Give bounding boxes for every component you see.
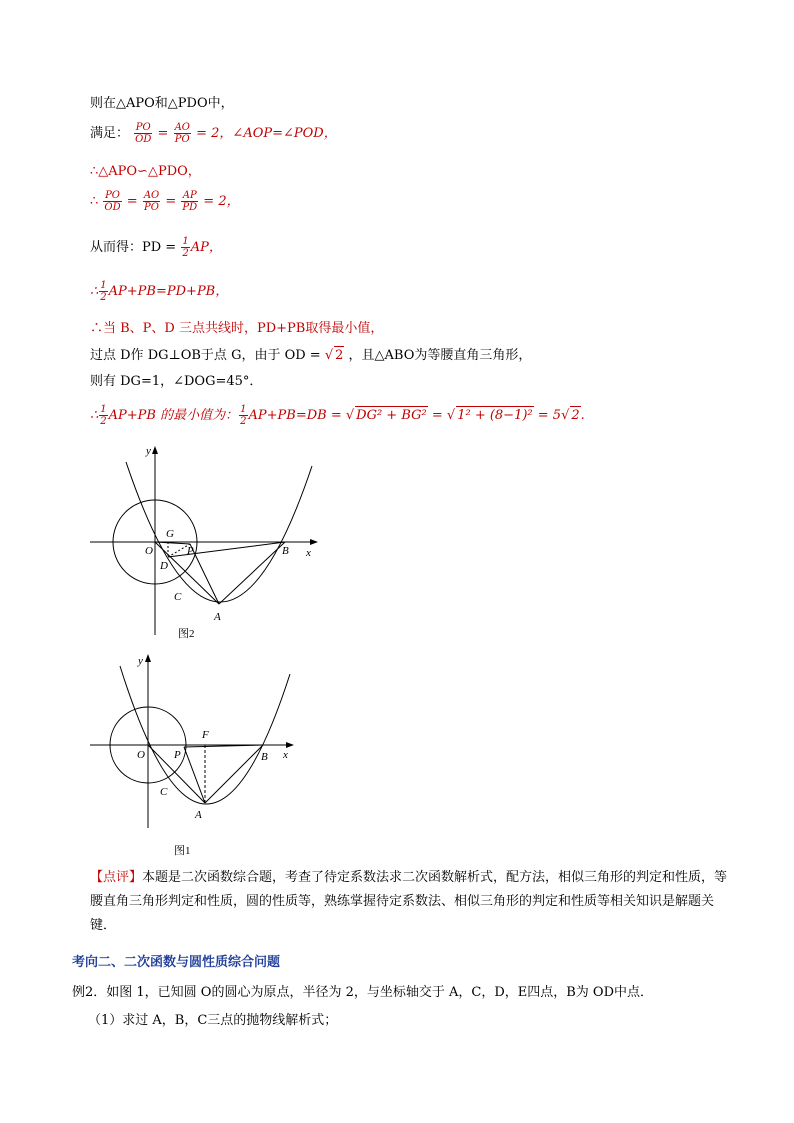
section-heading: 考向二、二次函数与圆性质综合问题 — [72, 955, 281, 970]
fraction-ao-po-2: $\frac{AO}{PO}$ — [143, 190, 160, 213]
figure-1-caption: 图1 — [174, 845, 191, 857]
label-g: G — [166, 528, 174, 540]
fraction-half-2: $\frac{1}{2}$ — [100, 280, 107, 303]
fraction-ap-pd: $\frac{AP}{PD}$ — [182, 190, 198, 213]
segment-db — [168, 542, 285, 557]
x-axis-arrow — [310, 539, 318, 545]
solution-line-6: ∴ $\frac{1}{2}$ AP+PB=PD+PB， — [90, 280, 229, 303]
y-axis-arrow — [152, 446, 158, 454]
solution-line-9: 则有 DG=1，∠DOG=45°． — [90, 374, 263, 389]
label-a: A — [195, 809, 202, 821]
comment-tag: 【点评】 — [90, 870, 143, 885]
label-a: A — [214, 611, 221, 623]
label-c: C — [160, 786, 168, 798]
solution-line-4: ∴ $\frac{PO}{OD}$ = $\frac{AO}{PO}$ = $\frac{AP}{PD}$ = 2， — [90, 190, 240, 213]
label-o: O — [137, 749, 145, 761]
fraction-half: $\frac{1}{2}$ — [182, 236, 189, 259]
figure-2 — [80, 440, 330, 645]
fraction-po-od: $\frac{PO}{OD}$ — [135, 122, 152, 145]
label-b: B — [282, 545, 289, 557]
segment-ba — [205, 745, 263, 803]
comment-text: 本题是二次函数综合题，考查了待定系数法求二次函数解析式，配方法，相似三角形的判定和性质，等腰直角三角形判定和性质，圆的性质等，熟练掌握待定系数法、相似三角形的判定和性质等相关知识是解题关键． — [90, 870, 728, 933]
parabola — [126, 462, 312, 602]
segment-pa — [184, 747, 205, 803]
solution-line-7: ∴当 B、P、D 三点共线时，PD+PB取得最小值， — [90, 321, 384, 336]
fraction-half-3: $\frac{1}{2}$ — [100, 404, 107, 427]
comment-paragraph — [90, 866, 730, 938]
solution-line-1: 则在△APO和△PDO中， — [90, 96, 234, 111]
x-axis-arrow — [286, 742, 294, 748]
y-axis-arrow — [145, 654, 151, 662]
example-line-2: （1）求过 A，B，C三点的抛物线解析式； — [88, 1013, 338, 1028]
example-line-1: 例2．如图 1，已知圆 O的圆心为原点，半径为 2，与坐标轴交于 A，C，D，E四点，B为 OD中点． — [72, 985, 654, 1000]
solution-line-5: 从而得：PD = $\frac{1}{2}$ AP， — [90, 236, 222, 259]
label-y: y — [146, 445, 151, 457]
label-x: x — [306, 547, 311, 559]
solution-line-3: ∴△APO∽△PDO， — [90, 164, 201, 179]
solution-line-10: ∴ $\frac{1}{2}$ AP+PB 的最小值为： $\frac{1}{2}$ AP+PB=DB = √ DG² + BG² = √ 1² + (8−1)² = 5√ 2. — [90, 404, 585, 427]
label-p: P — [187, 545, 194, 557]
solution-line-8: 过点 D作 DG⊥OB于点 G，由于 OD = √ 2 ，且△ABO为等腰直角三角形， — [90, 348, 532, 363]
label-c: C — [174, 591, 182, 603]
segment-ba — [219, 542, 285, 604]
label-x: x — [283, 749, 288, 761]
segment-pa — [190, 544, 219, 604]
label-f: F — [202, 729, 209, 741]
label-b: B — [261, 751, 268, 763]
label-p: P — [174, 749, 181, 761]
label-o: O — [145, 545, 153, 557]
label-y: y — [138, 655, 143, 667]
figure-1 — [80, 648, 320, 860]
solution-line-2: 满足： $\frac{PO}{OD}$ = $\frac{AO}{PO}$ = 2，∠AOP=∠POD， — [90, 122, 337, 145]
fraction-po-od-2: $\frac{PO}{OD}$ — [104, 190, 121, 213]
fraction-half-4: $\frac{1}{2}$ — [240, 404, 247, 427]
figure-2-caption: 图2 — [178, 628, 195, 640]
label-d: D — [160, 560, 168, 572]
fraction-ao-po: $\frac{AO}{PO}$ — [174, 122, 190, 145]
